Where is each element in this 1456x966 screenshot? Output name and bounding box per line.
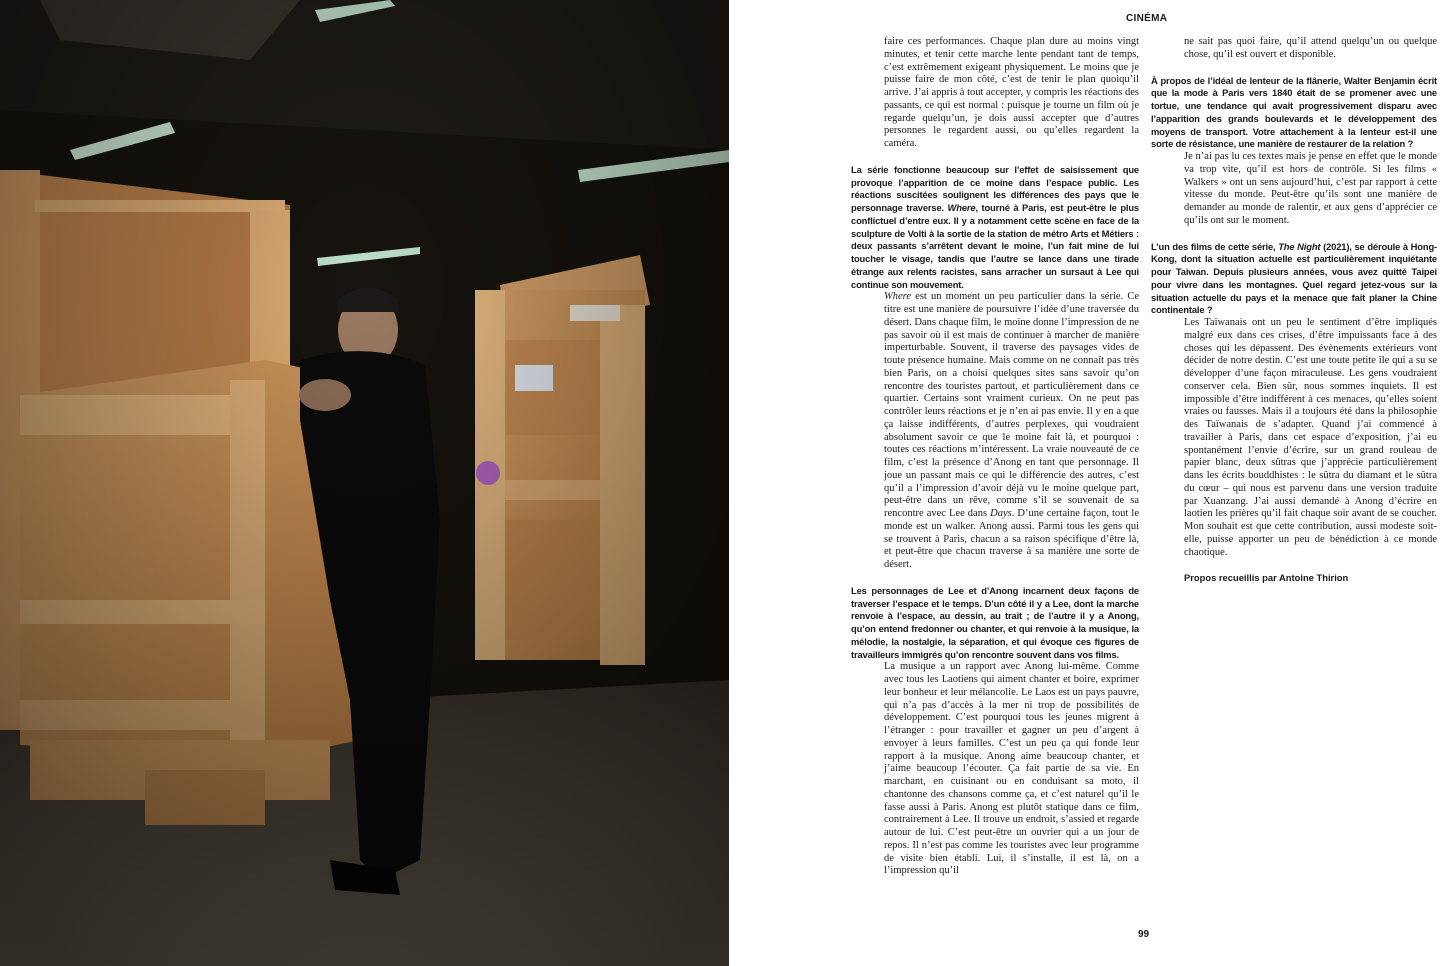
answer-3-continued: ne sait pas quoi faire, qu’il attend quelqu’un ou quelque chose, qu’il est ouvert et disponible.: [1184, 36, 1437, 60]
question-text: , tourné à Paris, est peut-être le plus conflictuel d’entre eux. Il y a notamment cette scène en face de la sculpture de Volti à la sortie de la station de métro Arts et Métiers : deux passants s’arrêtent devant le moine, l’un fait mine de lui toucher le visage, tandis que l’autre se lance dans une tirade étrange aux relents racistes, sans arracher un sursaut à Lee qui continue son mouvement.: [851, 202, 1139, 290]
page-number: 99: [1138, 929, 1150, 940]
answer-3: La musique a un rapport avec Anong lui-même. Comme avec tous les Laotiens qui aiment chanter et boire, exprimer leur bonheur et leur mélancolie. Le Laos est un pays pauvre, qui n’a pas d’accès à la mer ni trop de possibilités de développement. C’est pourquoi tous les jeunes migrent à l’étranger : pour travailler et gagner un peu d’argent à envoyer à leurs familles. C’est un peu ça qui fonde leur rapport à la musique. Anong aime beaucoup chanter, et j’aime beaucoup l’écouter. Ça fait partie de sa vie. En marchant, en cuisinant ou en conduisant sa moto, il chantonne des chansons comme ça, et c’est naturel qu’il le fasse aussi à Paris. Anong est plutôt statique dans ce film, contrairement à Lee. Il trouve un endroit, s’assied et regarde autour de lui. C’est peut-être un ouvrier qui a un jour de repos. Il n’est pas comme les touristes avec leur programme de visite bien établi. Lui, il s’installe, il est là, on a l’impression qu’il: [884, 661, 1139, 877]
interview-credit: Propos recueillis par Antoine Thirion: [1184, 572, 1349, 584]
film-title: The Night: [1278, 240, 1321, 252]
question-3: Les personnages de Lee et d’Anong incarnent deux façons de traverser l’espace et le temps. D’un côté il y a Lee, dont la marche renvoie à l’espace, au dessin, au trait ; de l’autre il y a Anong, qu’on entend fredonner ou chanter, et qui renvoie à la musique, la mélodie, la nostalgie, la séparation, et qui évoque ces figures de travailleurs immigrés qu’on rencontre souvent dans vos films.: [851, 584, 1139, 660]
answer-2: [851, 291, 1139, 572]
answer-1: faire ces performances. Chaque plan dure au moins vingt minutes, et tenir cette marche lente pendant tant de temps, c’est extrêmement exigeant physiquement. Le moins que je puisse faire de mon côté, c’est de tenir le plan quoiqu’il arrive. J’ai appris à tout accepter, y compris les réactions des passants, ce qui est normal : puisque je tourne un film où je regarde quelqu’un, je dois aussi accepter que d’autres personnes le regardent aussi, ou qu’elles regardent la caméra.: [884, 36, 1139, 149]
section-header: CINÉMA: [1126, 13, 1168, 24]
question-2: [851, 164, 1139, 292]
answer-5: Les Taïwanais ont un peu le sentiment d’être impliqués malgré eux dans ces crises, d’être impuissants face à des choses qui les dépassent. Des évènements extérieurs vont décider de notre destin. C’est une toute petite île qui a su se développer d’une façon miraculeuse. Les gens voudraient conserver cela. Bien sûr, nous sommes inquiets. Il est impossible d’être indifférent à ces menaces, qu’elles soient vraies ou fausses. Mais il a toujours été dans la philosophie des Taïwanais de s’adapter. Quand j’ai commencé à travailler à Paris, dans cet espace d’exposition, j’ai eu spontanément l’envie d’écrire, sur un grand rouleau de papier blanc, deux sûtras que j’apprécie particulièrement dans les écrits bouddhistes : le sûtra du diamant et le sûtra du cœur – qui nous est parvenu dans une version traduite par Xuanzang. J’ai aussi demandé à Anong d’écrire en laotien les prières qu’il fait chaque soir avant de se coucher. Mon souhait est que cette contribution, aussi modeste soit-elle, puisse apporter un peu de bénédiction à ce monde chaotique.: [1184, 317, 1437, 558]
text-column-1: [851, 36, 1139, 878]
question-text: (2021), se déroule à Hong-Kong, dont la situation actuelle est particulièrement inquiétante pour Taiwan. Depuis plusieurs années, vous avez quitté Taipei pour vivre dans les montagnes. Quel regard jetez-vous sur la situation actuelle du pays et la menace que fait planer la Chine continentale ?: [1151, 240, 1437, 316]
answer-text: . D’une certaine façon, tout le monde est un walker. Anong aussi. Parmi tous les gens qui se trouvent à Paris, chacun a sa raison spécifique d’être là, et peut-être que chacun traverse à sa manière une sorte de désert.: [884, 508, 1139, 570]
film-title: Where: [947, 202, 976, 213]
question-text: La série fonctionne beaucoup sur l’effet de saisissement que provoque l’apparition de ce moine dans l’espace public. Les réactions suscitées soulignent les différences des pays que le personnage traverse.: [851, 163, 1139, 213]
question-4: À propos de l’idéal de lenteur de la flânerie, Walter Benjamin écrit que la mode à Paris vers 1840 était de se promener avec une tortue, une tendance qui avait progressivement disparu avec l’apparition des grands boulevards et le développement des moyens de transport. Votre attachement à la lenteur est-il une sorte de résistance, une manière de restaurer de la relation ?: [1151, 74, 1437, 150]
question-text: L’un des films de cette série,: [1151, 240, 1279, 252]
film-title: Days: [990, 508, 1012, 519]
answer-4: Je n’ai pas lu ces textes mais je pense en effet que le monde va trop vite, qu’il est hors de contrôle. Si les films « Walkers » ont un sens aujourd’hui, c’est par rapport à cette vitesse du monde. Peut-être qu’ils sont une manière de demander au monde de ralentir, et aux gens d’apprécier ce qu’ils ont sur le moment.: [1184, 151, 1437, 226]
text-column-2: [1151, 36, 1437, 583]
answer-text: est un moment un peu particulier dans la série. Ce titre est une manière de poursuivre l’idée d’une traversée du désert. Dans chaque film, le moine donne l’impression de ne pas savoir où il est mais de continuer à marcher de manière imperturbable. Souvent, il traverse des paysages vides de toute présence humaine. Mais comme on ne connaît pas très bien Paris, on a choisi quelques sites sans savoir qu’on rencontre des touristes partout, et particulièrement dans ce quartier. Certains sont vraiment curieux. On ne peut pas contrôler leurs réactions et je n’en ai pas envie. Il y en a que ça laisse indifférents, d’autres perplexes, qui voudraient absolument savoir ce que le moine fait là, et pourquoi : toutes ces réactions m’intéressent. La vraie nouveauté de ce film, c’est la présence d’Anong en tant que personnage. Il joue un passant mais ce qui le différencie des autres, c’est qu’il a l’impression d’avoir déjà vu le moine quelque part, peut-être dans un rêve, comme s’il se souvenait de sa rencontre avec Lee dans: [884, 291, 1139, 519]
question-5: [1151, 241, 1437, 318]
film-title: Where: [884, 291, 912, 303]
